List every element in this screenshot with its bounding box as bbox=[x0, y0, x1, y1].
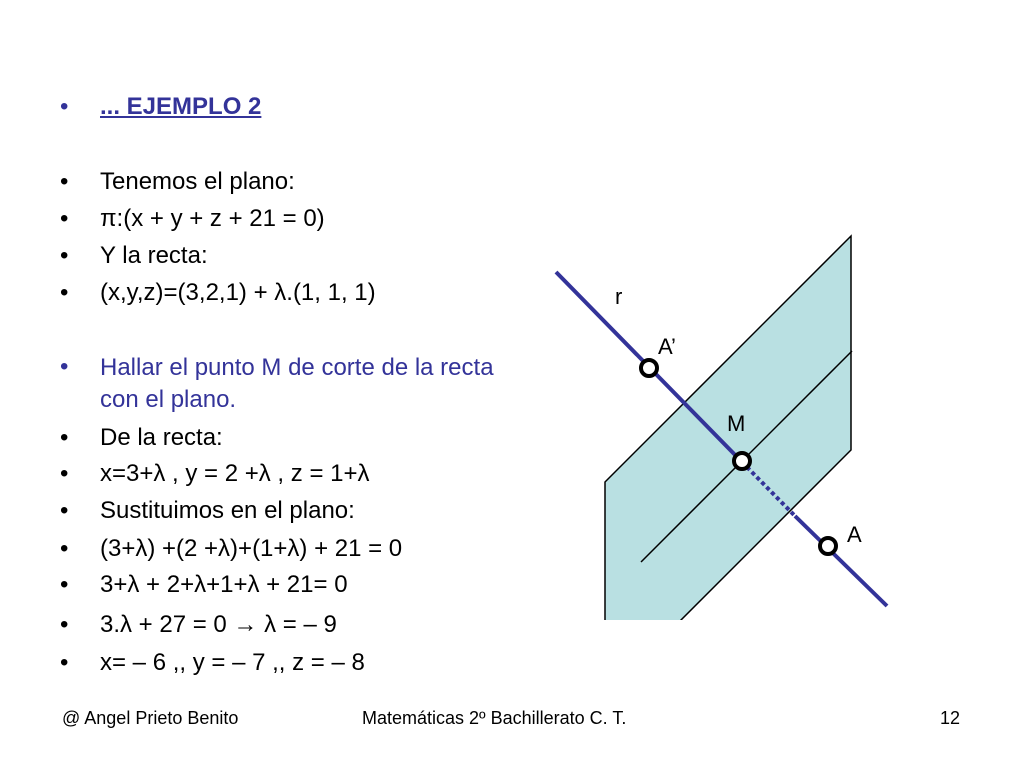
point-a-marker bbox=[820, 538, 836, 554]
bullet-marker: • bbox=[60, 168, 69, 195]
bullet-marker: • bbox=[60, 649, 69, 676]
bullet-marker: • bbox=[60, 242, 69, 269]
bullet-text: 3.λ + 27 = 0 → λ = – 9 bbox=[100, 611, 337, 638]
bullet-text: x=3+λ , y = 2 +λ , z = 1+λ bbox=[100, 460, 370, 487]
point-m-marker bbox=[734, 453, 750, 469]
bullet-marker: • bbox=[60, 353, 69, 380]
line-r-label: r bbox=[615, 284, 623, 309]
bullet-text: ... EJEMPLO 2 bbox=[100, 93, 262, 120]
footer-page-number: 12 bbox=[940, 708, 961, 728]
bullet-text: (3+λ) +(2 +λ)+(1+λ) + 21 = 0 bbox=[100, 535, 403, 562]
bullet-marker: • bbox=[60, 571, 69, 598]
bullet-text: 3+λ + 2+λ+1+λ + 21= 0 bbox=[100, 571, 348, 598]
bullet-text: π:(x + y + z + 21 = 0) bbox=[100, 205, 325, 232]
bullet-text: (x,y,z)=(3,2,1) + λ.(1, 1, 1) bbox=[100, 279, 376, 306]
bullet-marker: • bbox=[60, 279, 69, 306]
bullet-text: De la recta: bbox=[100, 424, 223, 451]
bullet-marker: • bbox=[60, 460, 69, 487]
bullet-marker: • bbox=[60, 424, 69, 451]
plane-line-diagram bbox=[540, 220, 920, 620]
point-a-prime-marker bbox=[641, 360, 657, 376]
bullet-marker: • bbox=[60, 535, 69, 562]
bullet-text: x= – 6 ,, y = – 7 ,, z = – 8 bbox=[100, 649, 365, 676]
bullet-text: Tenemos el plano: bbox=[100, 168, 295, 195]
bullet-text: Hallar el punto M de corte de la recta con el plano. bbox=[100, 354, 494, 413]
bullet-marker: • bbox=[60, 93, 69, 120]
bullet-list bbox=[0, 0, 560, 700]
point-m-label: M bbox=[727, 411, 746, 436]
bullet-marker: • bbox=[60, 611, 69, 638]
diagram-canvas bbox=[540, 220, 920, 620]
footer-author: @ Angel Prieto Benito bbox=[62, 708, 239, 728]
point-a-label: A bbox=[847, 522, 862, 547]
bullet-marker: • bbox=[60, 497, 69, 524]
bullet-text: Y la recta: bbox=[100, 242, 208, 269]
point-a-prime-label: A’ bbox=[658, 334, 676, 359]
bullet-marker: • bbox=[60, 205, 69, 232]
line-r-lower bbox=[795, 516, 887, 606]
bullet-text: Sustituimos en el plano: bbox=[100, 497, 355, 524]
footer-course: Matemáticas 2º Bachillerato C. T. bbox=[362, 708, 627, 728]
